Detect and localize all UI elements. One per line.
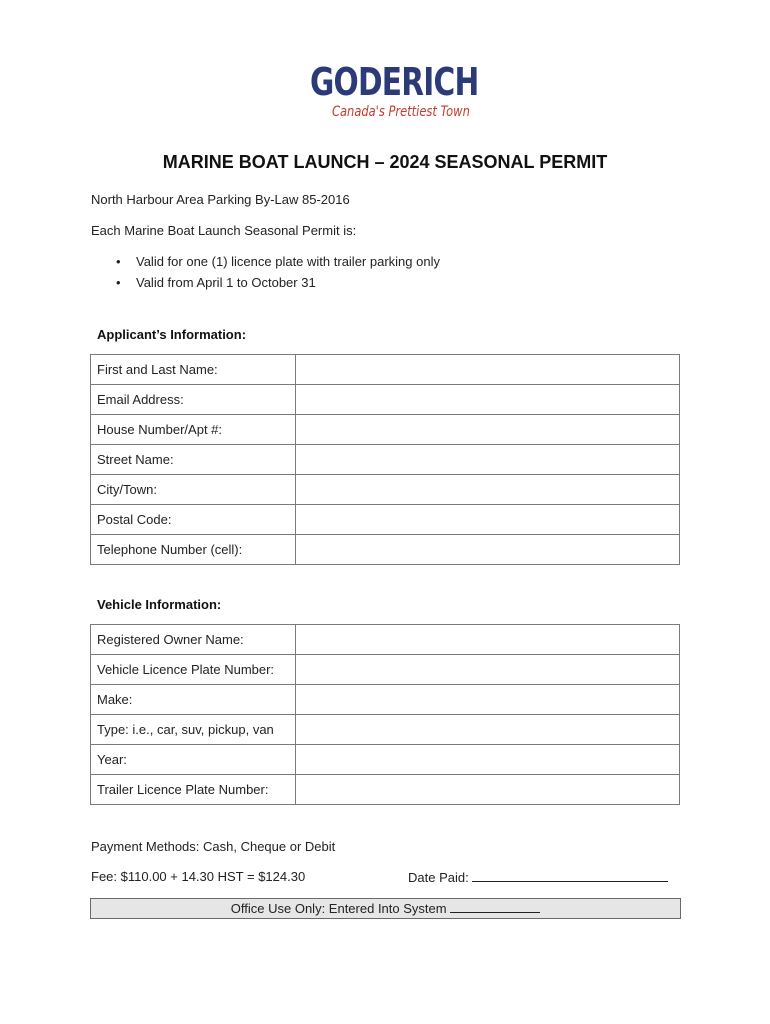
table-row (91, 685, 680, 715)
goderich-logo (310, 60, 479, 126)
office-use-line[interactable] (450, 900, 540, 913)
table-row (91, 655, 680, 685)
bullet-icon: • (116, 254, 121, 269)
table-row (91, 775, 680, 805)
logo-tagline: Canada's Prettiest Town (332, 104, 470, 120)
field-label: Email Address: (91, 385, 296, 415)
table-row (91, 535, 680, 565)
field-label: Trailer Licence Plate Number: (91, 775, 296, 805)
field-label: City/Town: (91, 475, 296, 505)
condition-item: • Valid from April 1 to October 31 (116, 275, 316, 290)
date-paid-line[interactable] (472, 869, 668, 882)
applicant-table (90, 354, 680, 565)
applicant-heading: Applicant’s Information: (97, 327, 247, 342)
bylaw-text: North Harbour Area Parking By-Law 85-2016 (91, 192, 350, 207)
bullet-icon: • (116, 275, 121, 290)
table-row (91, 715, 680, 745)
registered-owner-field[interactable] (296, 625, 680, 655)
table-row (91, 505, 680, 535)
telephone-field[interactable] (296, 535, 680, 565)
field-label: Vehicle Licence Plate Number: (91, 655, 296, 685)
field-label: Registered Owner Name: (91, 625, 296, 655)
field-label: First and Last Name: (91, 355, 296, 385)
field-label: House Number/Apt #: (91, 415, 296, 445)
field-label: Make: (91, 685, 296, 715)
year-field[interactable] (296, 745, 680, 775)
office-use-bar (90, 898, 681, 919)
table-row (91, 745, 680, 775)
type-field[interactable] (296, 715, 680, 745)
trailer-plate-field[interactable] (296, 775, 680, 805)
vehicle-table (90, 624, 680, 805)
table-row (91, 385, 680, 415)
page-title: MARINE BOAT LAUNCH – 2024 SEASONAL PERMIT (162, 152, 608, 172)
logo-wordmark: GODERICH (310, 60, 479, 104)
house-number-field[interactable] (296, 415, 680, 445)
date-paid-label: Date Paid: (408, 870, 469, 885)
email-field[interactable] (296, 385, 680, 415)
date-paid (408, 869, 668, 885)
payment-methods: Payment Methods: Cash, Cheque or Debit (91, 839, 336, 854)
field-label: Telephone Number (cell): (91, 535, 296, 565)
table-row (91, 415, 680, 445)
make-field[interactable] (296, 685, 680, 715)
table-row (91, 355, 680, 385)
intro-text: Each Marine Boat Launch Seasonal Permit is: (91, 223, 357, 238)
postal-code-field[interactable] (296, 505, 680, 535)
first-last-name-field[interactable] (296, 355, 680, 385)
field-label: Street Name: (91, 445, 296, 475)
field-label: Postal Code: (91, 505, 296, 535)
condition-item: • Valid for one (1) licence plate with trailer parking only (116, 254, 440, 269)
office-use-label: Office Use Only: Entered Into System (230, 901, 447, 916)
city-town-field[interactable] (296, 475, 680, 505)
table-row (91, 475, 680, 505)
table-row (91, 625, 680, 655)
fee-text: Fee: $110.00 + 14.30 HST = $124.30 (91, 869, 306, 884)
street-name-field[interactable] (296, 445, 680, 475)
vehicle-plate-field[interactable] (296, 655, 680, 685)
vehicle-heading: Vehicle Information: (97, 597, 222, 612)
field-label: Type: i.e., car, suv, pickup, van (91, 715, 296, 745)
field-label: Year: (91, 745, 296, 775)
table-row (91, 445, 680, 475)
